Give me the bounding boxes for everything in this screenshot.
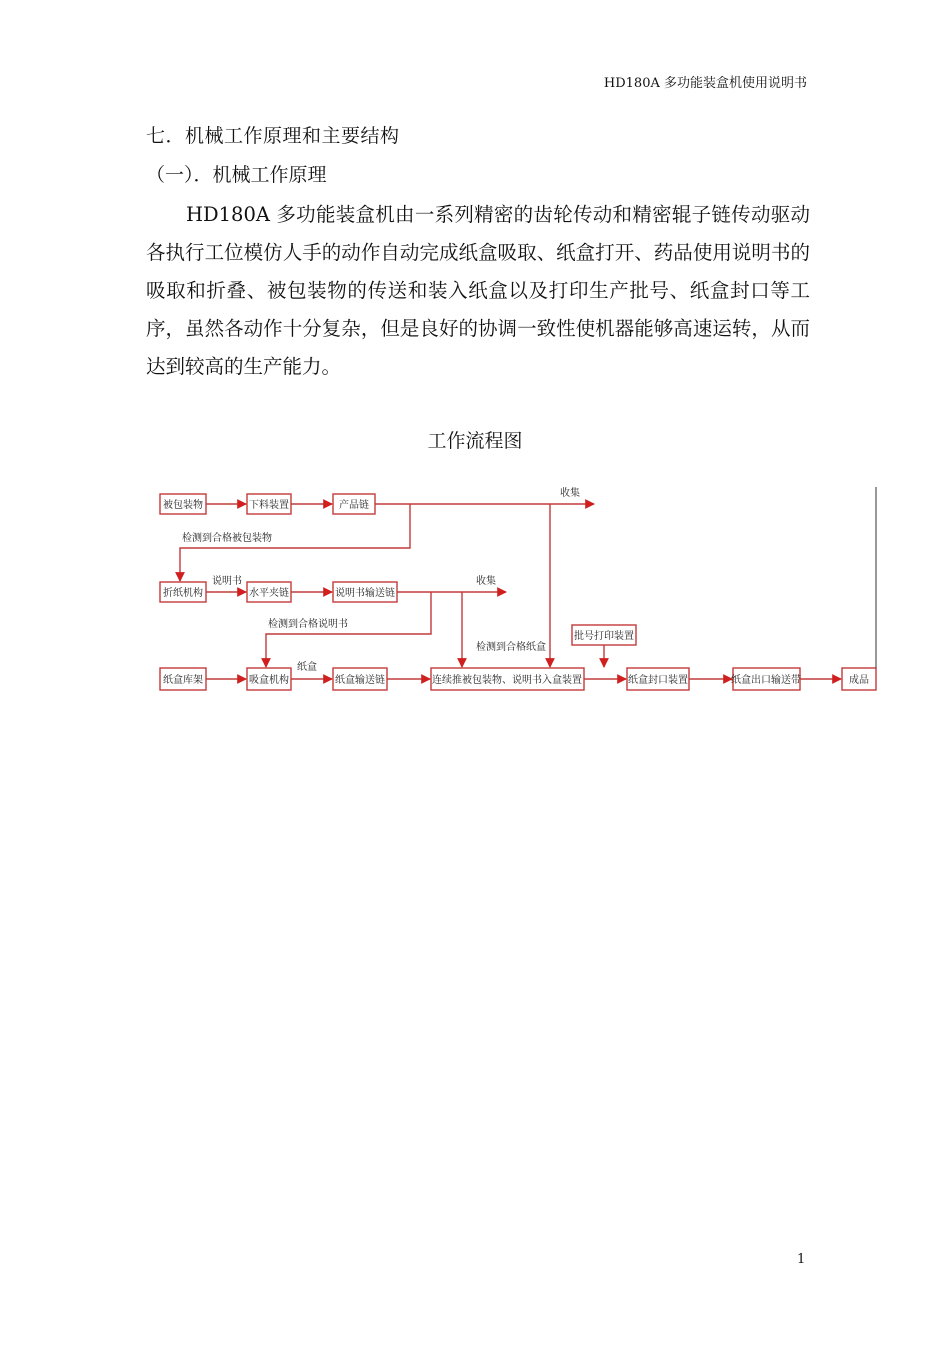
svg-text:纸盒封口装置: 纸盒封口装置: [628, 675, 688, 686]
svg-text:产品链: 产品链: [339, 500, 369, 511]
box-folder: [160, 582, 206, 602]
svg-text:纸盒库架: 纸盒库架: [163, 675, 203, 686]
box-product-chain: [333, 494, 375, 514]
svg-text:吸盒机构: 吸盒机构: [249, 675, 289, 686]
label-detect-carton: 检测到合格纸盒: [476, 642, 546, 653]
box-carton-suction: [247, 668, 291, 690]
paragraph-text: HD180A 多功能装盒机由一系列精密的齿轮传动和精密辊子链传动驱动各执行工位模仿人手的动作自动完成纸盒吸取、纸盒打开、药品使用说明书的吸取和折叠、被包装物的传送和装入纸盒以及打印生产批号、纸盒封口等工序，虽然各动作十分复杂，但是良好的协调一致性使机器能够高速运转，从而达到较高的生产能力。: [146, 203, 810, 378]
svg-text:被包装物: 被包装物: [163, 500, 203, 511]
box-carton-sealer: [627, 668, 689, 690]
box-feeder: [247, 494, 291, 514]
box-batch-printer: [572, 625, 636, 645]
svg-text:批号打印装置: 批号打印装置: [574, 631, 634, 642]
svg-text:连续推被包装物、说明书入盒装置: 连续推被包装物、说明书入盒装置: [432, 675, 582, 686]
box-insertion-unit: [431, 668, 584, 690]
label-detect-leaflet: 检测到合格说明书: [268, 619, 348, 630]
page-number: 1: [797, 1252, 806, 1267]
svg-text:说明书输送链: 说明书输送链: [335, 588, 395, 599]
box-exit-conveyor: [731, 668, 801, 690]
label-leaflet: 说明书: [212, 576, 242, 587]
section-title: 七．机械工作原理和主要结构: [146, 125, 400, 147]
svg-text:下料装置: 下料装置: [249, 500, 289, 511]
svg-text:纸盒出口输送带: 纸盒出口输送带: [731, 675, 801, 686]
svg-text:纸盒输送链: 纸盒输送链: [335, 675, 385, 686]
sub-title: （一）．机械工作原理: [146, 164, 327, 186]
svg-text:成品: 成品: [849, 675, 869, 686]
box-leaflet-chain: [333, 582, 397, 602]
box-carton-magazine: [160, 668, 206, 690]
label-collect-1: 收集: [560, 488, 580, 499]
label-collect-2: 收集: [476, 576, 496, 587]
label-carton: 纸盒: [297, 662, 317, 673]
box-carton-conveyor: [333, 668, 387, 690]
svg-text:水平夹链: 水平夹链: [249, 588, 289, 599]
page-header: HD180A 多功能装盒机使用说明书: [603, 76, 807, 91]
box-finished-product: [842, 668, 876, 690]
box-horizontal-clamp-chain: [247, 582, 291, 602]
label-detect-goods: 检测到合格被包装物: [182, 533, 272, 544]
box-packaged-goods: [160, 494, 206, 514]
svg-text:折纸机构: 折纸机构: [163, 588, 203, 599]
flowchart-title: 工作流程图: [427, 430, 523, 452]
